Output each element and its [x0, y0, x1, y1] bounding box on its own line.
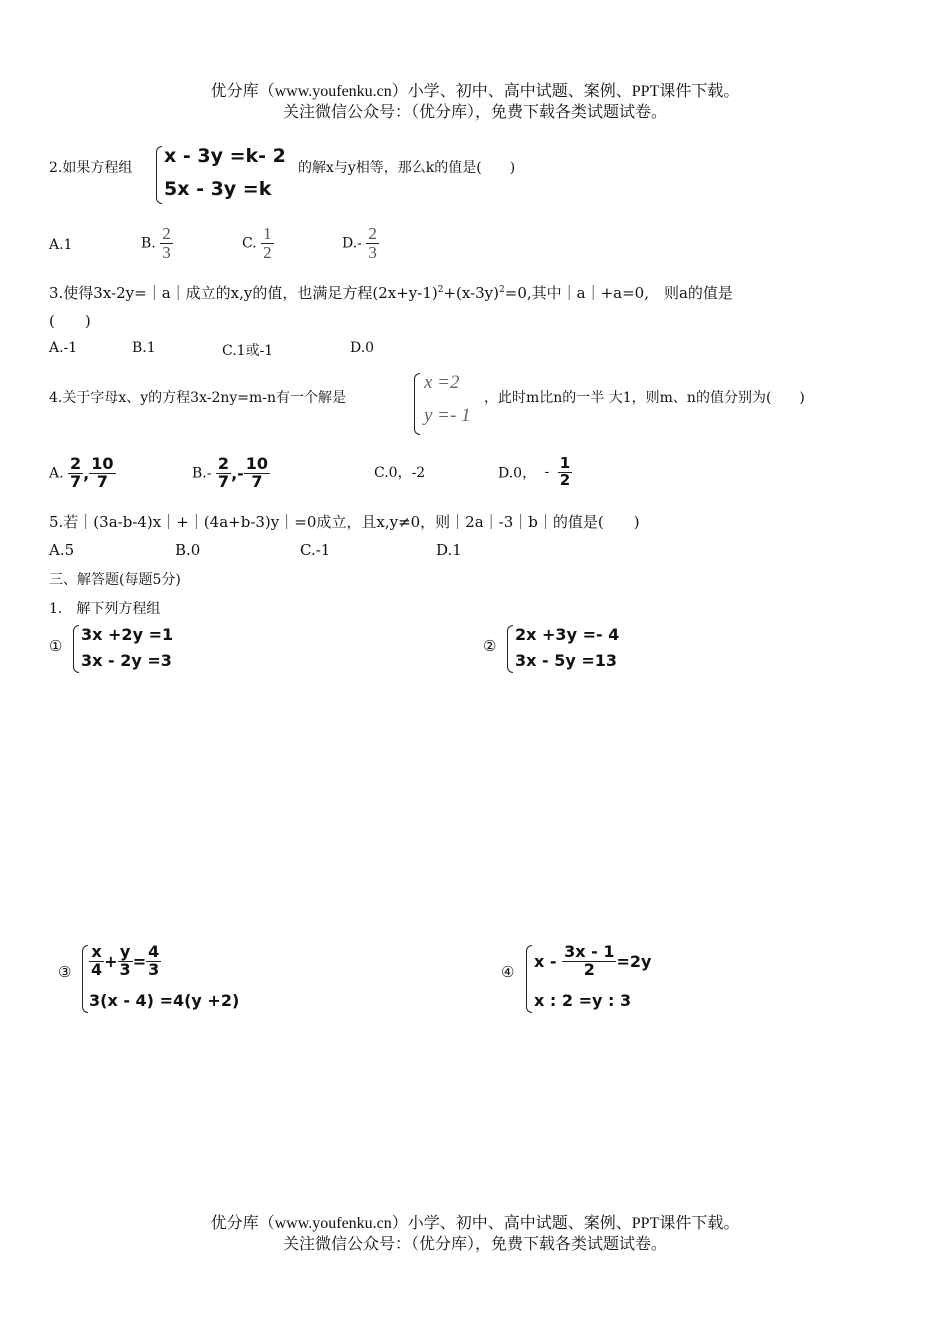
q2-d-denominator: 3: [368, 242, 377, 262]
system-3-brace: [82, 945, 88, 1013]
system-4-label: ④: [501, 963, 515, 981]
q2-equation-2: 5x - 3y =k: [164, 178, 272, 200]
q5-option-a: A.5: [49, 541, 75, 559]
system-3-eq-2: 3(x - 4) =4(y +2): [89, 991, 240, 1010]
q2-option-d: D.- $\frac{2}{3}$: [342, 224, 377, 262]
q4-option-c: C.0，-2: [374, 465, 426, 481]
q4-option-b: B.- $\frac{2}{7}$ ,- $\frac{10}{7}$: [192, 454, 269, 491]
q3-line-1: 3.使得3x-2y=｜a｜成立的x,y的值，也满足方程$(2x+y-1)^2+(x-3y)^2=0$,其中｜a｜+a=0, 则a的值是: [49, 284, 733, 302]
q2-brace: [156, 146, 162, 204]
q5-option-c: C.-1: [300, 541, 331, 559]
header-line-2: 关注微信公众号：（优分库），免费下载各类试题试卷。: [282, 104, 667, 121]
q4-suffix: ，此时m比n的一半 大1，则m、n的值分别为( ): [484, 390, 805, 406]
system-1-eq-1: 3x +2y =1: [81, 625, 174, 644]
system-2-eq-1: 2x +3y =- 4: [515, 625, 620, 644]
q4-brace: [414, 373, 420, 435]
header-line-1: 优分库（www.youfenku.cn）小学、初中、高中试题、案例、PPT课件下载。: [210, 83, 740, 100]
q2-option-a: A.1: [49, 237, 73, 253]
q2-option-b: B. $\frac{2}{3}$: [141, 224, 171, 262]
system-3-eq-1: $\frac{x}{4}$ + $\frac{y}{3}$ = $\frac{4}{3}$: [91, 942, 160, 979]
q5-line: 5.若｜(3a-b-4)x｜+｜(4a+b-3)y｜=0成立，且x,y≠0，则｜2a｜-3｜b｜的值是( ): [49, 513, 640, 531]
q3-option-c: C.1或-1: [222, 343, 274, 359]
section-3-title: 三、解答题(每题5分): [49, 572, 181, 588]
q4-option-a: A. $\frac{2}{7}$ , $\frac{10}{7}$: [49, 454, 114, 491]
q3-line-2: ( ): [49, 312, 91, 330]
q5-option-d: D.1: [436, 541, 462, 559]
q4-solution-y: y =- 1: [424, 405, 471, 426]
system-2-label: ②: [483, 637, 497, 655]
q2-c-denominator: 2: [263, 242, 272, 262]
q4-solution-x: x =2: [424, 372, 460, 393]
system-4-eq-2: x : 2 =y : 3: [534, 991, 632, 1010]
system-2-brace: [507, 625, 513, 673]
footer-line-2: 关注微信公众号：（优分库），免费下载各类试题试卷。: [282, 1236, 667, 1253]
q5-option-b: B.0: [175, 541, 201, 559]
q2-c-numerator: 1: [263, 224, 272, 243]
system-1-label: ①: [49, 637, 63, 655]
q3-option-d: D.0: [350, 340, 375, 356]
system-3-label: ③: [58, 963, 72, 981]
system-2-eq-2: 3x - 5y =13: [515, 651, 618, 670]
system-4-brace: [526, 945, 532, 1013]
footer-line-1: 优分库（www.youfenku.cn）小学、初中、高中试题、案例、PPT课件下载。: [210, 1215, 740, 1232]
q2-prefix: 2.如果方程组: [49, 160, 133, 176]
q4-option-d: D.0， - $\frac{1}{2}$: [498, 454, 571, 489]
q3-option-a: A.-1: [49, 340, 78, 356]
q2-b-numerator: 2: [162, 224, 171, 243]
q2-option-c: C. $\frac{1}{2}$: [242, 224, 272, 262]
q3-option-b: B.1: [132, 340, 156, 356]
section-3-question-1: 1. 解下列方程组: [49, 601, 161, 617]
system-1-brace: [73, 625, 79, 673]
q2-equation-1: x - 3y =k- 2: [164, 145, 286, 167]
q4-prefix: 4.关于字母x、y的方程3x-2ny=m-n有一个解是: [49, 390, 347, 406]
q2-d-numerator: 2: [368, 224, 377, 243]
q2-suffix: 的解x与y相等，那么k的值是( ): [298, 160, 516, 176]
q2-b-denominator: 3: [162, 242, 171, 262]
system-4-eq-1: x - $\frac{3x - 1}{2}$ =2y: [534, 942, 652, 979]
system-1-eq-2: 3x - 2y =3: [81, 651, 172, 670]
